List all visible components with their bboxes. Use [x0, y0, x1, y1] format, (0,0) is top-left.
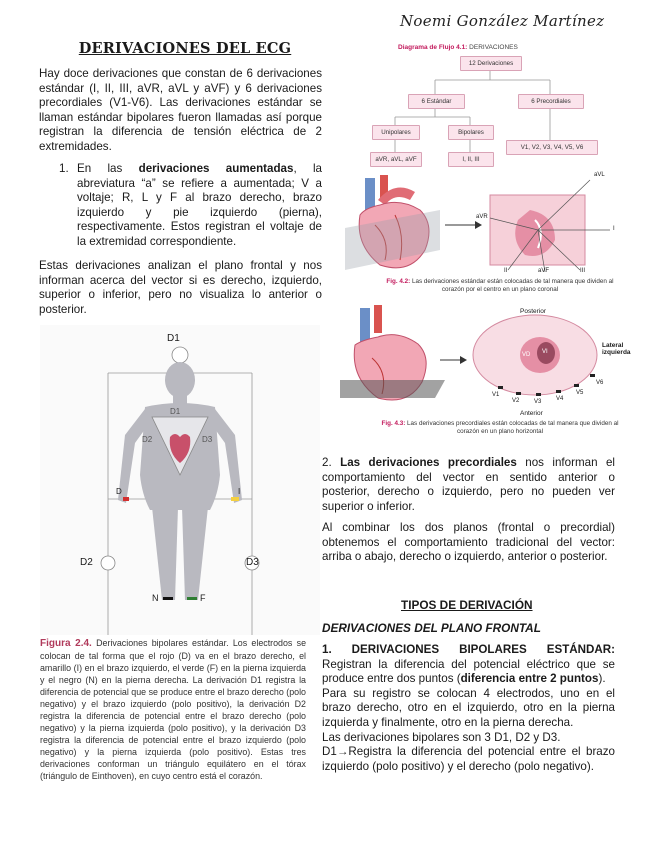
label-d1-triangle: D1 — [170, 407, 181, 416]
lead-ii: II — [504, 268, 508, 274]
figure-4-3 — [340, 300, 640, 440]
bipolar-p3: Las derivaciones bipolares son 3 D1, D2 y D3. — [322, 730, 561, 744]
item2-text-post: nos informan el comportamiento del vector en sentido anterior o posterior, derecho o izquierdo, pero no pueden ver superior o inferior. — [322, 456, 615, 513]
lead-v4: V4 — [556, 396, 564, 402]
item1-text-post: , la abreviatura “a” se refiere a aumentada; V a voltaje; R, L y F al brazo derecho, brazo izquierdo y pie izquierdo (pierna), respectivamente. Estos registran el voltaje de la extremidad correspondiente. — [77, 162, 322, 248]
lead-v3: V3 — [534, 399, 542, 405]
posterior-label: Posterior — [520, 308, 547, 315]
ventricle-vi: VI — [542, 349, 548, 355]
label-left-arm: I — [238, 487, 241, 496]
flow-diagram — [340, 42, 640, 177]
lead-i: I — [613, 226, 615, 232]
figure-4-2 — [340, 170, 640, 300]
lead-v1: V1 — [492, 392, 500, 398]
lead-v5: V5 — [576, 390, 584, 396]
lead-iii: III — [580, 268, 586, 274]
item1-bold: derivaciones aumentadas — [138, 162, 294, 175]
bipolar-p4: D1→Registra la diferencia del potencial entre el brazo izquierdo (polo positivo) y el derecho (polo negativo). — [322, 745, 615, 773]
lead-avf: aVF — [538, 268, 550, 274]
flow-box-precordial: 6 Precordiales — [518, 94, 584, 109]
label-n: N — [152, 593, 159, 603]
lateral-label: Lateral izquierda — [602, 342, 631, 356]
label-right-arm: D — [116, 487, 122, 496]
subsection-title: DERIVACIONES DEL PLANO FRONTAL — [322, 621, 541, 635]
bipolar-block — [322, 643, 615, 774]
author-signature: Noemi González Martínez — [400, 12, 605, 30]
combine-paragraph: Al combinar los dos planos (frontal o precordial) obtenemos el comportamiento tradicional del vector: arriba o abajo, derecho o izquierdo, anterior o posterior. — [322, 521, 615, 564]
section-title: TIPOS DE DERIVACIÓN — [401, 598, 533, 612]
page-title: DERIVACIONES DEL ECG — [78, 40, 292, 57]
flow-box-bipolar: Bipolares — [448, 125, 494, 140]
list-item-augmented — [59, 162, 322, 250]
item1-text-pre: En las — [77, 162, 139, 175]
heart-horizontal-illustration — [340, 300, 640, 415]
list-number: 1. — [59, 162, 69, 175]
flow-title: Diagrama de Flujo 4.1: DERIVACIONES — [398, 44, 518, 51]
label-d2-side: D2 — [80, 557, 93, 568]
list-number: 2. — [322, 456, 332, 469]
item2-bold: Las derivaciones precordiales — [340, 456, 517, 469]
frontal-paragraph: Estas derivaciones analizan el plano frontal y nos informan acerca del vector si es derecho, izquierdo, superior o inferior, pero no visualiza lo anterior o posterior. — [39, 259, 322, 316]
flow-box-unipolar: Unipolares — [372, 125, 420, 140]
flow-box-i-ii-iii: I, II, III — [448, 152, 494, 167]
heart-coronal-illustration — [340, 170, 640, 275]
fig42-caption: Fig. 4.2: Las derivaciones estándar están colocadas de tal manera que dividen al corazón por el centro en un plano coronal — [386, 278, 614, 293]
bipolar-heading: 1. DERIVACIONES BIPOLARES ESTÁNDAR: — [322, 643, 615, 656]
label-f: F — [200, 593, 206, 603]
flow-box-v1-v6: V1, V2, V3, V4, V5, V6 — [506, 140, 598, 155]
flow-box-standard: 6 Estándar — [408, 94, 465, 109]
flow-box-avr: aVR, aVL, aVF — [370, 152, 422, 167]
body-illustration — [40, 325, 320, 635]
label-d1-top: D1 — [167, 333, 180, 344]
flow-box-root: 12 Derivaciones — [460, 56, 522, 71]
anterior-label: Anterior — [520, 410, 543, 417]
fig43-caption: Fig. 4.3: Las derivaciones precordiales están colocadas de tal manera que dividen al corazón en un plano horizontal — [381, 420, 619, 435]
label-d2-triangle: D2 — [142, 435, 153, 444]
label-d3-triangle: D3 — [202, 435, 213, 444]
lead-avl: aVL — [594, 172, 605, 178]
ventricle-vd: VD — [522, 352, 531, 358]
intro-paragraph: Hay doce derivaciones que constan de 6 derivaciones estándar (I, II, III, aVR, aVL y aVF) y 6 derivaciones precordiales (V1-V6). Las derivaciones estándar se llaman estándar bipolares fueron llamadas así porque registran la diferencia de tensión eléctrica de 2 extremidades. — [39, 67, 322, 153]
einthoven-body-figure — [40, 325, 320, 635]
label-d3-side: D3 — [246, 557, 259, 568]
lead-v2: V2 — [512, 398, 520, 404]
bipolar-p1: Registran la diferencia del potencial eléctrico que se produce entre dos puntos (diferencia entre 2 puntos). — [322, 657, 615, 686]
lead-avr: aVR — [476, 214, 488, 220]
lead-v6: V6 — [596, 380, 604, 386]
list-item-precordial — [322, 456, 615, 514]
figure-2-4-caption: Figura 2.4. Derivaciones bipolares estándar. Los electrodos se colocan de tal forma que el rojo (D) va en el brazo derecho, el amarillo (I) en el brazo izquierdo, el verde (F) en la pierna izquierda y el negro (N) en la pierna derecha. La derivación D1 registra la diferencia de potencial que se produce entre el brazo derecho (polo negativo) y el brazo izquierdo (polo positivo), la derivación D2 registra la diferencia de potencial entre el brazo derecho (polo negativo) y la pierna izquierda (polo positivo), y la derivación D3 registra la diferencia de potencial entre el brazo izquierdo (polo negativo) y la pierna izquierda (polo positivo). Estas tres derivaciones conforman un triángulo equilátero en el tórax (triángulo de Einthoven), en cuyo centro está el corazón. — [40, 638, 307, 781]
bipolar-p2: Para su registro se colocan 4 electrodos, uno en el brazo derecho, otro en el izquierdo, otro en la pierna izquierda y finalmente, otro en la pierna derecha. — [322, 686, 615, 729]
